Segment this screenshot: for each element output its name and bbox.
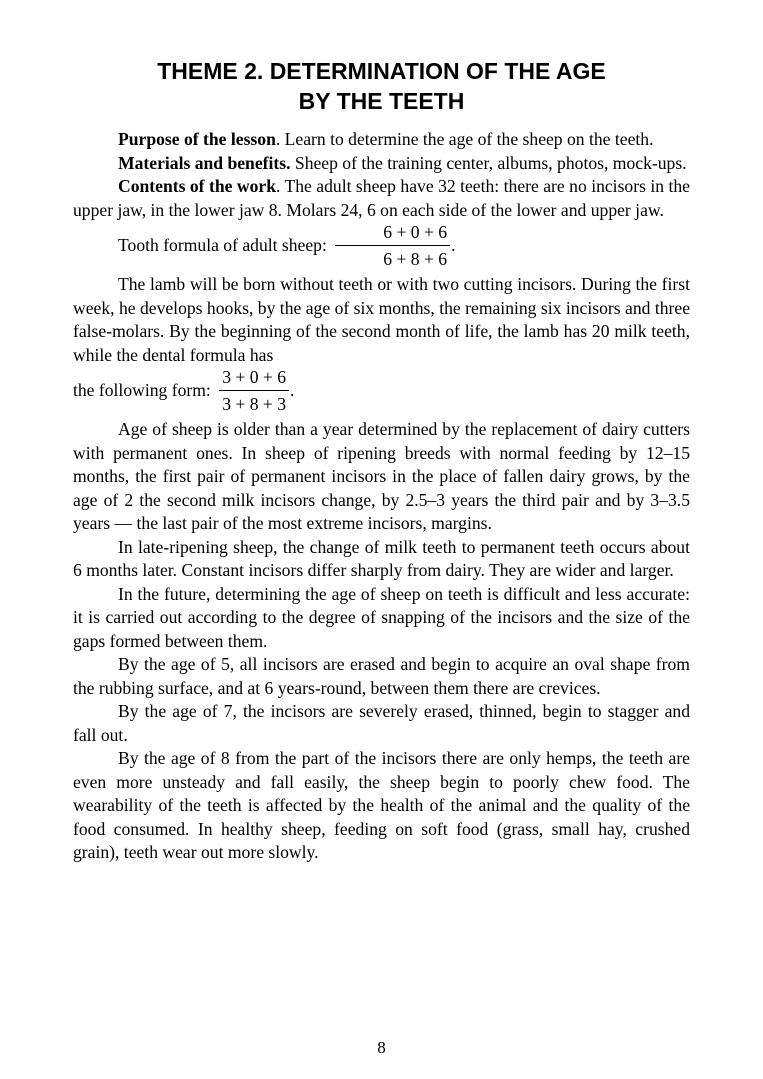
paragraph-age-replacement: Age of sheep is older than a year determined by the replacement of dairy cutters with permanent ones. In sheep of ripening breeds with normal feeding by 12–15 months, the first pair of permanent incisors in the place of fallen dairy grows, by the age of 2 the second milk incisors change, by 2.5–3 years the third pair and by 3–3.5 years — the last pair of the most extreme incisors, margins. xyxy=(73,419,690,533)
purpose-text: . Learn to determine the age of the sheep on the teeth. xyxy=(275,129,654,149)
paragraph-adult-formula xyxy=(73,222,690,273)
contents-label: Contents of the work xyxy=(118,176,276,196)
paragraph-age-5: By the age of 5, all incisors are erased and begin to acquire an oval shape from the rubbing surface, and at 6 years-round, between them there are crevices. xyxy=(73,654,690,698)
paragraph-age-8: By the age of 8 from the part of the incisors there are only hemps, the teeth are even more unsteady and fall easily, the sheep begin to poorly chew food. The wearability of the teeth is affected by the health of the animal and the quality of the food consumed. In healthy sheep, feeding on soft food (grass, small hay, crushed grain), teeth wear out more slowly. xyxy=(73,748,690,862)
title-line-2: BY THE TEETH xyxy=(298,88,465,114)
paragraph-future: In the future, determining the age of sheep on teeth is difficult and less accurate: it is carried out according to the degree of snapping of the incisors and the size of the gaps formed between them. xyxy=(73,583,690,651)
lamb-formula-prefix: the following form: xyxy=(73,380,216,401)
page-number: 8 xyxy=(377,1038,386,1057)
paragraph-age-7: By the age of 7, the incisors are severely erased, thinned, begin to stagger and fall out. xyxy=(73,701,690,745)
paragraph-lamb-formula xyxy=(73,367,690,418)
lamb-formula-suffix: . xyxy=(290,380,295,401)
materials-label: Materials and benefits. xyxy=(118,152,291,173)
paragraph-purpose xyxy=(73,128,690,152)
purpose-label: Purpose of the lesson xyxy=(118,129,276,149)
adult-formula-suffix: . xyxy=(451,235,456,256)
adult-formula-prefix: Tooth formula of adult sheep: xyxy=(118,235,332,256)
paragraph-late-ripening: In late-ripening sheep, the change of milk teeth to permanent teeth occurs about 6 months later. Constant incisors differ sharply from dairy. They are wider and larger. xyxy=(73,536,690,580)
page-title xyxy=(0,56,763,116)
paragraph-materials xyxy=(73,152,690,176)
lamb-formula-numerator: 3 + 0 + 6 xyxy=(219,367,289,391)
contents-text: . The adult sheep have 32 teeth: there are no incisors in the upper jaw, in the lower jaw 8. Molars 24, 6 on each side of the lower and upper jaw. xyxy=(73,176,690,220)
adult-formula-numerator: 6 + 0 + 6 xyxy=(335,222,450,246)
adult-tooth-formula xyxy=(335,222,450,270)
adult-formula-denominator: 6 + 8 + 6 xyxy=(383,249,448,269)
title-line-1: THEME 2. DETERMINATION OF THE AGE xyxy=(157,58,606,84)
paragraph-contents xyxy=(73,175,690,222)
materials-text: Sheep of the training center, albums, photos, mock-ups. xyxy=(290,152,687,173)
paragraph-lamb: The lamb will be born without teeth or with two cutting incisors. During the first week, he develops hooks, by the age of six months, the remaining six incisors and three false-molars. By the beginning of the second month of life, the lamb has 20 milk teeth, while the dental formula has xyxy=(73,274,690,365)
document-body xyxy=(73,128,690,865)
lamb-tooth-formula xyxy=(219,367,289,415)
lamb-formula-denominator: 3 + 8 + 3 xyxy=(222,394,287,414)
